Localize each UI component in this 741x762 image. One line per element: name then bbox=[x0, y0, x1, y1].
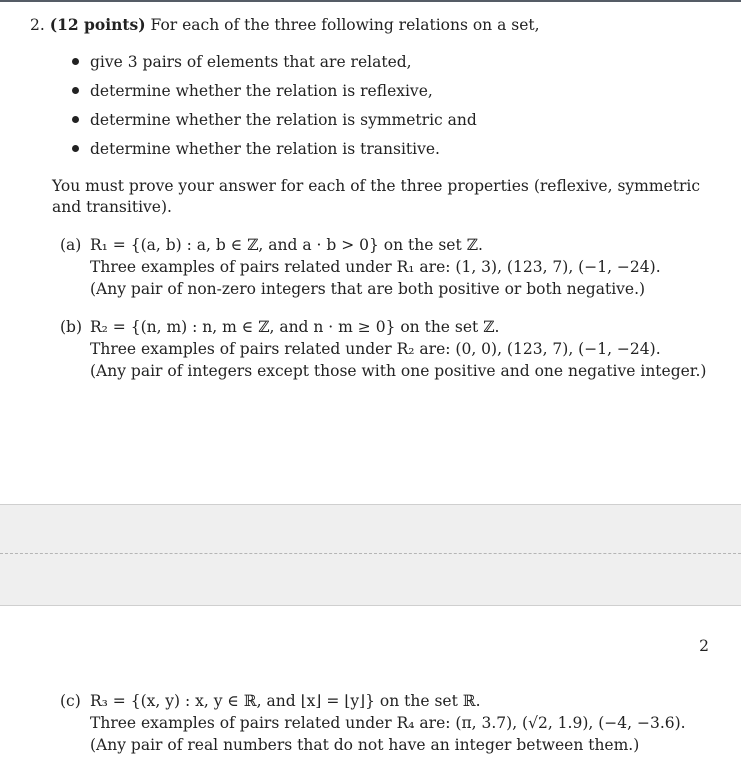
part-label: (a) bbox=[60, 236, 82, 254]
question-prompt: For each of the three following relations on a set, bbox=[150, 16, 540, 34]
bullet-item: determine whether the relation is reflexive, bbox=[72, 82, 433, 100]
bullet-icon bbox=[72, 145, 79, 152]
instructions-paragraph: You must prove your answer for each of the three properties (reflexive, symmetric and transitive). bbox=[52, 177, 700, 216]
bullet-item: determine whether the relation is transitive. bbox=[72, 140, 440, 158]
relation-definition: R₂ = {(n, m) : n, m ∈ ℤ, and n · m ≥ 0} on the set ℤ. bbox=[90, 318, 500, 336]
page-break-divider bbox=[0, 553, 741, 554]
part-a bbox=[60, 234, 661, 300]
page-number: 2 bbox=[699, 637, 709, 655]
relation-definition: R₃ = {(x, y) : x, y ∈ ℝ, and ⌊x⌋ = ⌊y⌋} on the set ℝ. bbox=[90, 692, 481, 710]
bullet-icon bbox=[72, 87, 79, 94]
relation-definition: R₁ = {(a, b) : a, b ∈ ℤ, and a · b > 0} on the set ℤ. bbox=[90, 236, 483, 254]
examples-line: Three examples of pairs related under R₄ are: (π, 3.7), (√2, 1.9), (−4, −3.6). bbox=[90, 714, 686, 732]
question-number: 2. bbox=[30, 16, 45, 34]
part-label: (b) bbox=[60, 318, 83, 336]
note-line: (Any pair of real numbers that do not have an integer between them.) bbox=[90, 736, 640, 754]
question-points: (12 points) bbox=[49, 15, 146, 34]
bullet-item: determine whether the relation is symmetric and bbox=[72, 111, 477, 129]
note-line: (Any pair of non-zero integers that are both positive or both negative.) bbox=[90, 280, 646, 298]
top-border bbox=[0, 0, 741, 2]
note-line: (Any pair of integers except those with one positive and one negative integer.) bbox=[90, 362, 707, 380]
bullet-icon bbox=[72, 116, 79, 123]
part-label: (c) bbox=[60, 692, 81, 710]
question-header bbox=[30, 15, 540, 34]
part-b bbox=[60, 316, 706, 382]
examples-line: Three examples of pairs related under R₂ are: (0, 0), (123, 7), (−1, −24). bbox=[90, 340, 661, 358]
part-c bbox=[60, 690, 686, 756]
bullet-item: give 3 pairs of elements that are related, bbox=[72, 53, 412, 71]
examples-line: Three examples of pairs related under R₁ are: (1, 3), (123, 7), (−1, −24). bbox=[90, 258, 661, 276]
page-gap-top bbox=[0, 504, 741, 555]
bullet-icon bbox=[72, 58, 79, 65]
page-gap-bottom bbox=[0, 555, 741, 606]
